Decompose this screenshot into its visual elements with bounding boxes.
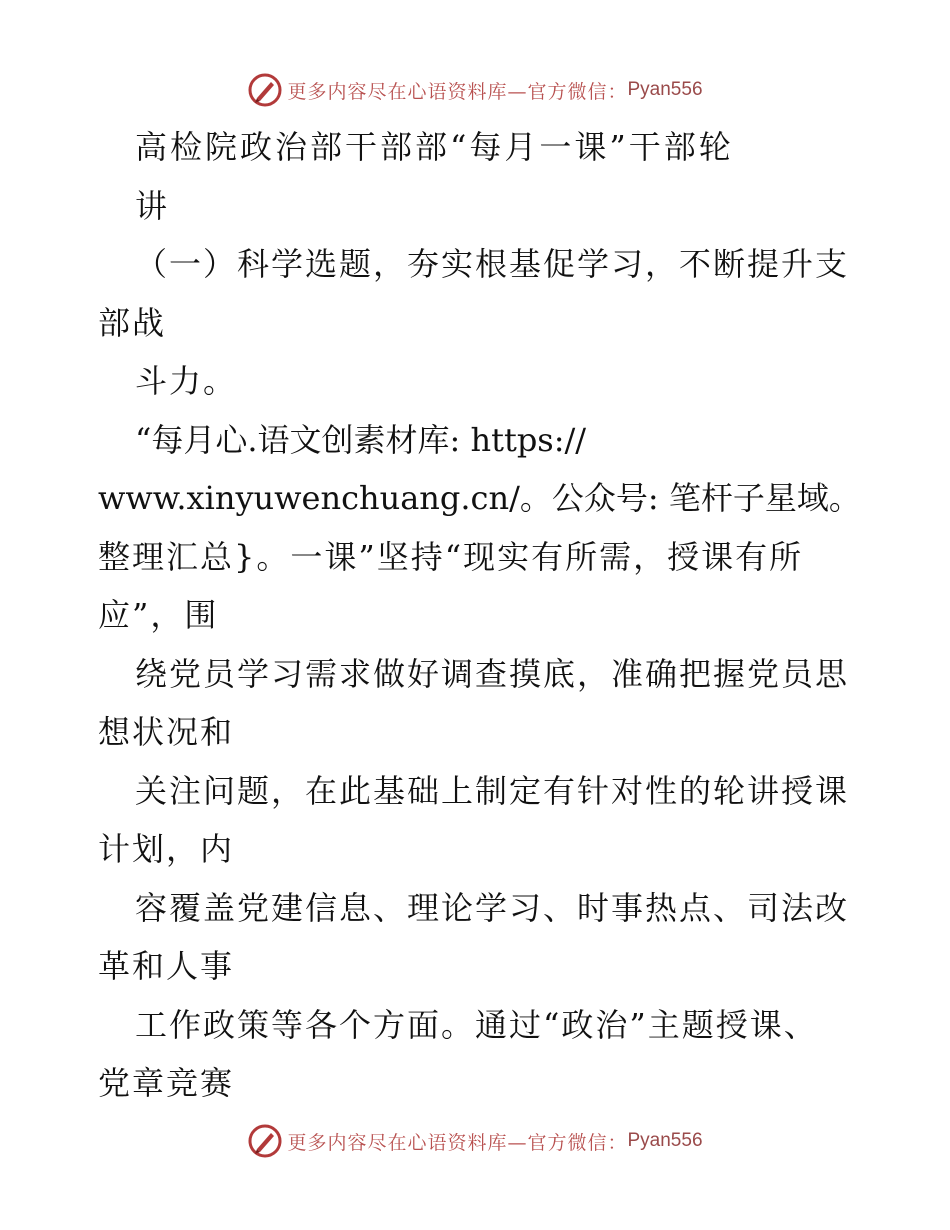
section-heading-line-2: 部战: [98, 303, 167, 342]
paragraph-line: 计划，内: [98, 830, 235, 868]
section-heading-line-3: 斗力。: [135, 362, 238, 400]
document-title-line-1: 高检院政治部干部部“每月一课”干部轮: [135, 128, 734, 166]
pen-seal-icon: [247, 72, 283, 108]
paragraph-line: 关注问题，在此基础上制定有针对性的轮讲授课: [135, 771, 850, 810]
paragraph-line: 想状况和: [98, 713, 235, 751]
banner-text: 更多内容尽在心语资料库—官方微信：: [287, 1131, 628, 1154]
header-banner: [0, 70, 950, 110]
section-heading-line-1: （一）科学选题，夯实根基促学习，不断提升支: [135, 245, 850, 283]
paragraph-line: www.xinyuwenchuang.cn/。公众号: 笔杆子星域。: [98, 479, 861, 517]
paragraph-line: 党章竞赛: [98, 1064, 235, 1102]
paragraph-line: 容覆盖党建信息、理论学习、时事热点、司法改: [135, 888, 850, 927]
banner-wechat-id: Pyan556: [627, 1130, 703, 1151]
pen-seal-icon: [247, 1123, 283, 1159]
paragraph-line: 革和人事: [98, 947, 235, 985]
footer-banner: [0, 1121, 950, 1161]
document-body: [98, 118, 868, 1113]
paragraph-line: 应”，围: [98, 596, 219, 634]
document-title-line-2: 讲: [135, 186, 170, 225]
paragraph-line: “每月心.语文创素材库: https://: [135, 420, 587, 459]
paragraph-line: 工作政策等各个方面。通过“政治”主题授课、: [135, 1005, 818, 1044]
paragraph-line: 绕党员学习需求做好调查摸底，准确把握党员思: [135, 654, 850, 693]
banner-wechat-id: Pyan556: [627, 79, 703, 100]
banner-text: 更多内容尽在心语资料库—官方微信：: [287, 80, 628, 103]
paragraph-line: 整理汇总}。一课”坚持“现实有所需，授课有所: [98, 537, 804, 576]
